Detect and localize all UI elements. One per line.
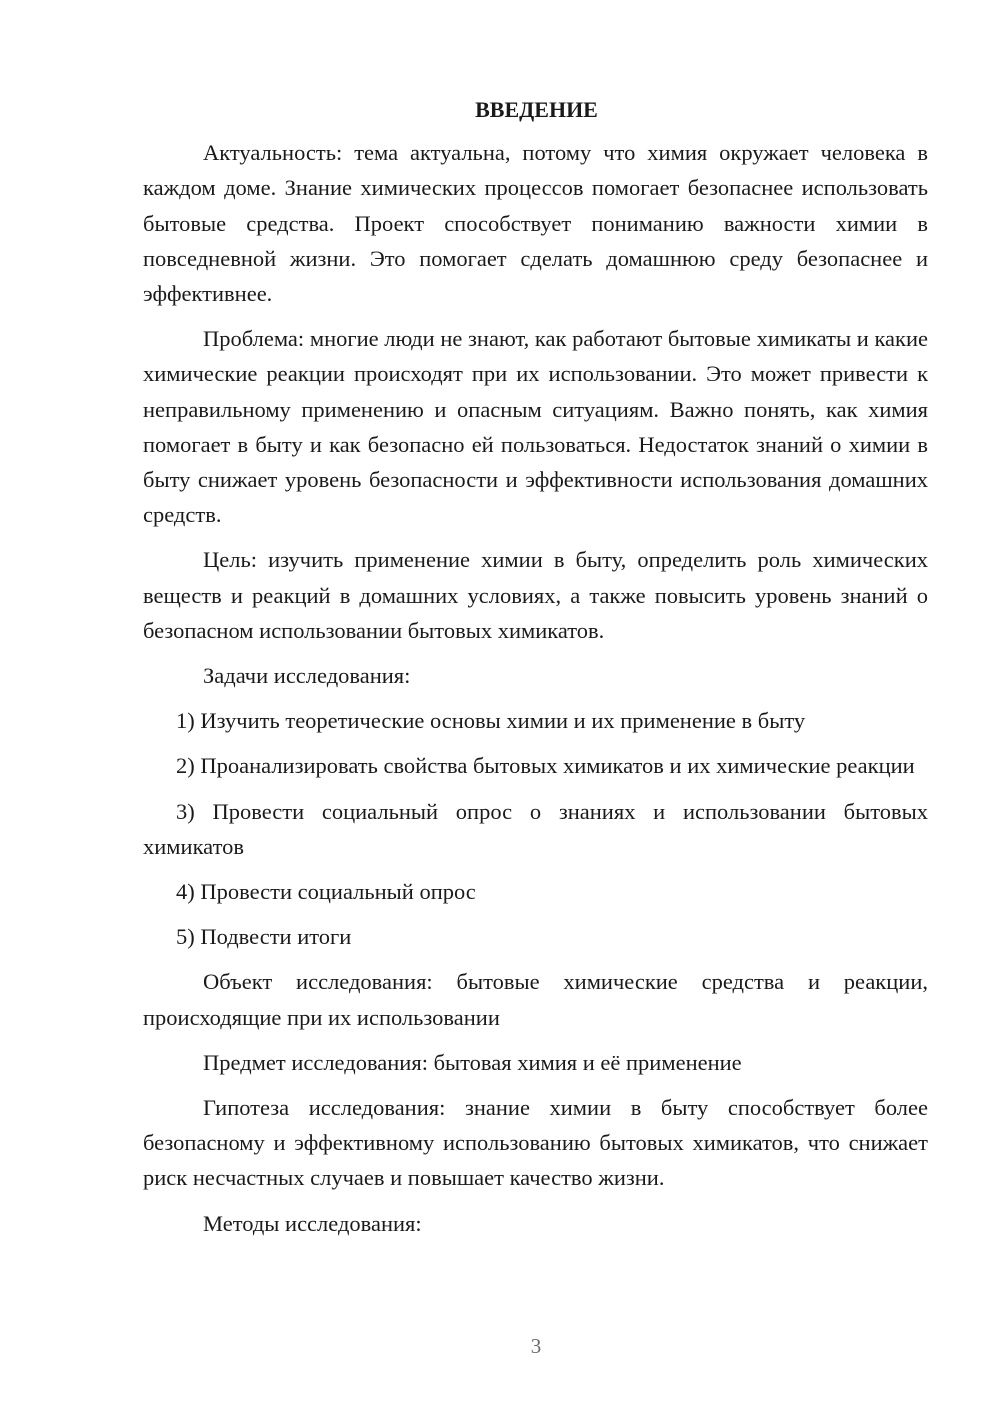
goal-paragraph: Цель: изучить применение химии в быту, определить роль химических веществ и реакций в домашних условиях, а также повысить уровень знаний о безопасном использовании бытовых химикатов. [143,547,928,643]
list-item: 3) Провести социальный опрос о знаниях и использовании бытовых химикатов [143,798,928,859]
relevance-paragraph: Актуальность: тема актуальна, потому что химия окружает человека в каждом доме. Знание химических процессов помогает безопаснее использовать бытовые средства. Проект способствует пониманию важности химии в повседневной жизни. Это помогает сделать домашнюю среду безопаснее и эффективнее. [143,140,928,307]
tasks-list [143,703,928,954]
list-item: 2) Проанализировать свойства бытовых химикатов и их химические реакции [176,753,915,779]
object-paragraph: Объект исследования: бытовые химические средства и реакции, происходящие при их использовании [143,969,928,1030]
tasks-title: Задачи исследования: [203,663,411,689]
page-number: 3 [530,1334,542,1358]
subject-paragraph: Предмет исследования: бытовая химия и её применение [203,1049,742,1075]
list-item: 4) Провести социальный опрос [176,879,476,905]
list-item: 1) Изучить теоретические основы химии и их применение в быту [176,708,806,734]
list-item: 5) Подвести итоги [176,924,352,950]
document-page [143,92,928,1251]
page-title: ВВЕДЕНИЕ [475,97,598,122]
problem-paragraph: Проблема: многие люди не знают, как работают бытовые химикаты и какие химические реакции происходят при их использовании. Это может привести к неправильному применению и опасным ситуациям. Важно понять, как химия помогает в быту и как безопасно ей пользоваться. Недостаток знаний о химии в быту снижает уровень безопасности и эффективности использования домашних средств. [143,326,928,528]
hypothesis-paragraph: Гипотеза исследования: знание химии в быту способствует более безопасному и эффективному использованию бытовых химикатов, что снижает риск несчастных случаев и повышает качество жизни. [143,1095,928,1191]
methods-title: Методы исследования: [203,1210,422,1236]
